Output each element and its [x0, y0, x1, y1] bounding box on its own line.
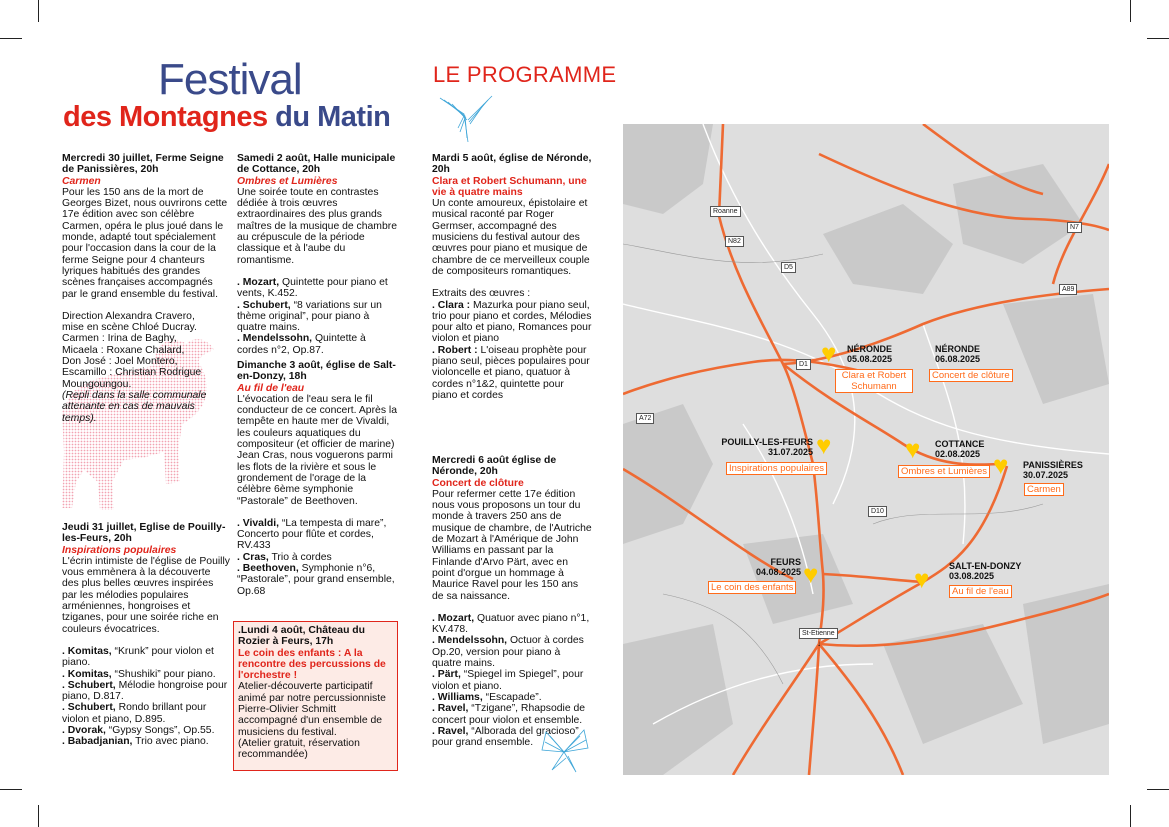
work-item	[237, 552, 397, 563]
work-item	[432, 345, 592, 401]
work-item	[432, 703, 592, 726]
pin-place: NÉRONDE	[847, 344, 893, 354]
event-heading: Mardi 5 août, église de Néronde, 20h	[432, 153, 592, 176]
crop-mark	[38, 805, 39, 827]
event-coin-des-enfants	[238, 625, 394, 761]
map-background	[623, 124, 1109, 775]
works-intro: Extraits des œuvres :	[432, 288, 531, 300]
credit-line: Escamillo : Christian Rodrigue	[62, 367, 202, 379]
work-piece: Quatuor avec piano n°1, KV.478.	[432, 612, 590, 636]
event-heading: Jeudi 31 juillet, Eglise de Pouilly-les-Feurs, 20h	[62, 522, 226, 545]
pin-date: 03.08.2025	[949, 571, 995, 581]
pin-label	[935, 344, 980, 364]
work-piece: “Tzigane”, Rhapsodie de concert pour violon et ensemble.	[432, 703, 586, 726]
road-label-a72: A72	[636, 413, 654, 424]
event-heading: Mercredi 30 juillet, Ferme Seigne de Panissières, 20h	[62, 153, 224, 176]
pin-tag: Clara et Robert Schumann	[835, 369, 913, 393]
event-ombres	[237, 153, 397, 356]
event-subtitle: Clara et Robert Schumann, une vie à quatre mains	[432, 175, 587, 198]
work-piece: Octuor à cordes Op.20, version pour piano à quatre mains.	[432, 635, 584, 670]
road-label-st-etienne: St-Etienne	[799, 628, 838, 639]
work-composer: . Vivaldi,	[237, 517, 279, 529]
pin-place: POUILLY-LES-FEURS	[721, 437, 813, 447]
event-note: (Repli dans la salle communale attenante en cas de mauvais temps).	[62, 389, 207, 424]
event-body: Un conte amoureux, épistolaire et musical raconté par Roger Germser, accompagné des musiciens du festival autour des œuvres pour piano et musique de chambre de ce merveilleux couple de compositeurs romantiques.	[432, 198, 590, 277]
work-piece: Mazurka pour piano seul, trio pour piano et cordes, Mélodies pour alto et piano, Romances pour violon et piano	[432, 299, 592, 345]
work-piece: Rondo brillant pour violon et piano, D.895.	[62, 702, 207, 725]
event-schumann	[432, 153, 592, 401]
event-inspirations	[62, 522, 230, 748]
event-body: Une soirée toute en contrastes dédiée à trois œuvres extraordinaires des plus grands maîtres de la musique de chambre au crépuscule de la période classique et à l'aube du romantisme.	[237, 186, 397, 266]
heart-pin-icon: ♥	[816, 430, 832, 460]
event-subtitle: Au fil de l'eau	[237, 382, 305, 394]
event-cloture	[432, 455, 592, 748]
pin-label	[847, 344, 892, 364]
road-label-a89: A89	[1059, 284, 1077, 295]
pin-label	[720, 437, 813, 457]
road-label-n7: N7	[1067, 222, 1082, 233]
work-composer: . Mozart,	[237, 276, 280, 288]
event-subtitle: Le coin des enfants : A la rencontre des percussions de l'orchestre !	[238, 647, 386, 682]
work-composer: . Komitas,	[62, 645, 112, 657]
work-piece: Mélodie hongroise pour piano, D.817.	[62, 679, 228, 703]
work-composer: . Williams,	[432, 691, 483, 703]
work-item	[432, 300, 592, 345]
work-composer: . Schubert,	[62, 702, 116, 714]
event-body: Atelier-découverte participatif animé par notre percussionniste Pierre-Olivier Schmitt accompagné d'un ensemble de musiciens du festival.	[238, 681, 386, 738]
credit-line: Don José : Joel Montero,	[62, 356, 178, 368]
credit-line: mise en scène Chloé Ducray.	[62, 322, 197, 334]
work-piece: L'oiseau prophète pour piano seul, pièces populaires pour violoncelle et piano, quatuor à cordes n°1&2, quintette pour piano et cordes	[432, 344, 590, 401]
event-subtitle: Concert de clôture	[432, 477, 524, 489]
work-piece: Symphonie n°6, “Pastorale”, pour grand ensemble, Op.68	[237, 563, 395, 597]
work-piece: “Shushiki” pour piano.	[111, 668, 216, 680]
pin-label	[727, 557, 801, 577]
work-composer: . Mendelssohn,	[432, 635, 508, 647]
heart-pin-icon: ♥	[914, 564, 930, 594]
work-composer: . Babadjanian,	[62, 736, 133, 748]
crop-mark	[1147, 38, 1169, 39]
event-subtitle: Ombres et Lumières	[237, 175, 338, 187]
work-item	[62, 702, 230, 725]
work-item	[62, 725, 230, 736]
heart-pin-icon: ♥	[905, 434, 921, 464]
crop-mark	[1147, 789, 1169, 790]
road-label-d1: D1	[796, 359, 811, 370]
road-label-d10: D10	[868, 506, 887, 517]
work-composer: . Schubert,	[237, 299, 291, 311]
event-subtitle: Carmen	[62, 175, 101, 187]
work-piece: “Spiegel im Spiegel”, pour violon et piano.	[432, 669, 584, 692]
event-body: Pour refermer cette 17e édition nous vous proposons un tour du monde à travers 250 ans de musique de chambre, de l'Autriche de Mozart à l'Amérique de John Williams en passant par la Finlande d'Arvo Pärt, avec en point d'orgue un hommage à Maurice Ravel pour les 150 ans de sa naissance.	[432, 488, 592, 602]
credit-line: Moungoungou.	[62, 378, 132, 390]
work-composer: . Ravel,	[432, 703, 469, 715]
pin-place: SALT-EN-DONZY	[949, 561, 1022, 571]
road-label-d5: D5	[781, 262, 796, 273]
event-note: (Atelier gratuit, réservation recommandée)	[238, 737, 360, 761]
work-composer: . Clara :	[432, 299, 471, 311]
event-body: L'évocation de l'eau sera le fil conducteur de ce concert. Après la tempête en haute mer de Vivaldi, les couleurs aquatiques du compositeur (et officier de marine) Jean Cras, nous voguerons parmi les flots de la rivière et sous le grondement de l'orage de la célèbre 6ème symphonie “Pastorale” de Beethoven.	[237, 393, 397, 507]
pin-place: COTTANCE	[935, 439, 985, 449]
work-piece: “Krunk” pour violon et piano.	[62, 645, 214, 669]
pin-tag: Inspirations populaires	[726, 462, 827, 475]
work-piece: “Gypsy Songs”, Op.55.	[105, 725, 215, 737]
work-item	[62, 736, 230, 747]
work-composer: . Beethoven,	[237, 563, 299, 575]
work-item	[432, 635, 592, 669]
work-composer: . Mozart,	[432, 612, 475, 624]
event-heading: .Lundi 4 août, Château du Rozier à Feurs, 17h	[238, 625, 365, 648]
work-item	[237, 518, 397, 552]
work-item	[62, 669, 230, 680]
crop-mark	[0, 789, 22, 790]
pin-tag: Concert de clôture	[929, 369, 1013, 382]
heart-pin-icon: ♥	[821, 338, 837, 368]
pin-tag: Au fil de l'eau	[949, 585, 1012, 598]
work-composer: . Robert :	[432, 344, 478, 356]
event-heading: Dimanche 3 août, église de Salt-en-Donzy, 18h	[237, 360, 396, 383]
crop-mark	[0, 38, 22, 39]
butterfly-icon	[540, 728, 590, 774]
work-composer: . Schubert,	[62, 679, 116, 691]
pin-tag: Carmen	[1024, 483, 1064, 496]
work-piece: Trio à cordes	[268, 551, 332, 563]
work-piece: “Alborada del gracioso” pour grand ensemble.	[432, 725, 579, 749]
work-item	[62, 680, 230, 703]
crop-mark	[1130, 0, 1131, 22]
pin-date: 30.07.2025	[1023, 470, 1069, 480]
work-composer: . Dvorak,	[62, 725, 106, 737]
work-composer: . Komitas,	[62, 668, 112, 680]
festival-subtitle-part1: des Montagnes	[63, 101, 268, 133]
work-item	[432, 692, 592, 703]
crop-mark	[1130, 805, 1131, 827]
arrow-down-icon: ↓	[817, 639, 821, 648]
event-subtitle: Inspirations populaires	[62, 544, 177, 556]
pin-date: 04.08.2025	[755, 567, 801, 577]
festival-map	[623, 124, 1109, 775]
work-item	[62, 646, 230, 669]
pin-label	[935, 439, 984, 459]
work-composer: . Pärt,	[432, 669, 461, 681]
pin-date: 02.08.2025	[935, 449, 981, 459]
work-item	[237, 333, 397, 356]
pin-place: NÉRONDE	[935, 344, 981, 354]
crop-mark	[38, 0, 39, 22]
bird-icon	[438, 94, 494, 146]
festival-subtitle-part2: du Matin	[275, 101, 391, 133]
event-heading: Mercredi 6 août église de Néronde, 20h	[432, 455, 557, 478]
work-composer: . Ravel,	[432, 725, 469, 737]
credit-line: Carmen : Irina de Baghy,	[62, 333, 177, 345]
work-piece: Quintette pour piano et vents, K.452.	[237, 276, 388, 300]
pin-tag: Ombres et Lumières	[898, 465, 990, 478]
road-label-roanne: Roanne	[710, 206, 741, 217]
programme-title: LE PROGRAMME	[433, 62, 617, 87]
work-item	[237, 563, 397, 597]
work-item	[237, 300, 397, 334]
work-piece: Trio avec piano.	[132, 736, 209, 748]
work-piece: “La tempesta di mare”, Concerto pour flûte et cordes, RV.433	[237, 517, 387, 552]
event-fil-de-leau	[237, 360, 397, 597]
event-carmen	[62, 153, 230, 424]
work-piece: “Escapade”.	[482, 691, 542, 703]
event-body: Pour les 150 ans de la mort de Georges Bizet, nous ouvrirons cette 17e édition avec son célèbre Carmen, opéra le plus joué dans le monde, adapté tout spécialement pour l'occasion dans la cour de la ferme Seigne pour 4 chanteurs lyriques habitués des grandes scènes françaises accompagnés par le grand ensemble du festival.	[62, 186, 228, 300]
pin-place: FEURS	[770, 557, 801, 567]
pin-tag: Le coin des enfants	[708, 581, 796, 594]
work-composer: . Cras,	[237, 551, 269, 563]
event-heading: Samedi 2 août, Halle municipale de Cottance, 20h	[237, 153, 396, 176]
festival-title: Festival	[158, 55, 302, 104]
credit-line: Direction Alexandra Cravero,	[62, 310, 195, 322]
work-composer: . Mendelssohn,	[237, 333, 313, 345]
pin-label	[949, 561, 1021, 581]
credit-line: Micaela : Roxane Chalard,	[62, 344, 185, 356]
pin-label	[1023, 460, 1083, 480]
heart-pin-icon: ♥	[803, 559, 819, 589]
work-item	[432, 669, 592, 692]
festival-subtitle	[63, 100, 390, 134]
road-label-n82: N82	[725, 236, 744, 247]
pin-place: PANISSIÈRES	[1023, 460, 1083, 470]
pin-date: 06.08.2025	[935, 354, 981, 364]
pin-date: 05.08.2025	[847, 354, 893, 364]
pin-date: 31.07.2025	[767, 447, 813, 457]
event-body: L'écrin intimiste de l'église de Pouilly vous emmènera à la découverte des plus belles œuvres inspirées par les mélodies populaires arméniennes, hongroises et tziganes, pour une soirée riche en couleurs évocatrices.	[62, 555, 230, 635]
work-item	[237, 277, 397, 300]
work-item	[432, 613, 592, 636]
heart-pin-icon: ♥	[993, 450, 1009, 480]
work-piece: “8 variations sur un thème original”, pour piano à quatre mains.	[237, 299, 382, 334]
work-piece: Quintette à cordes n°2, Op.87.	[237, 333, 366, 356]
